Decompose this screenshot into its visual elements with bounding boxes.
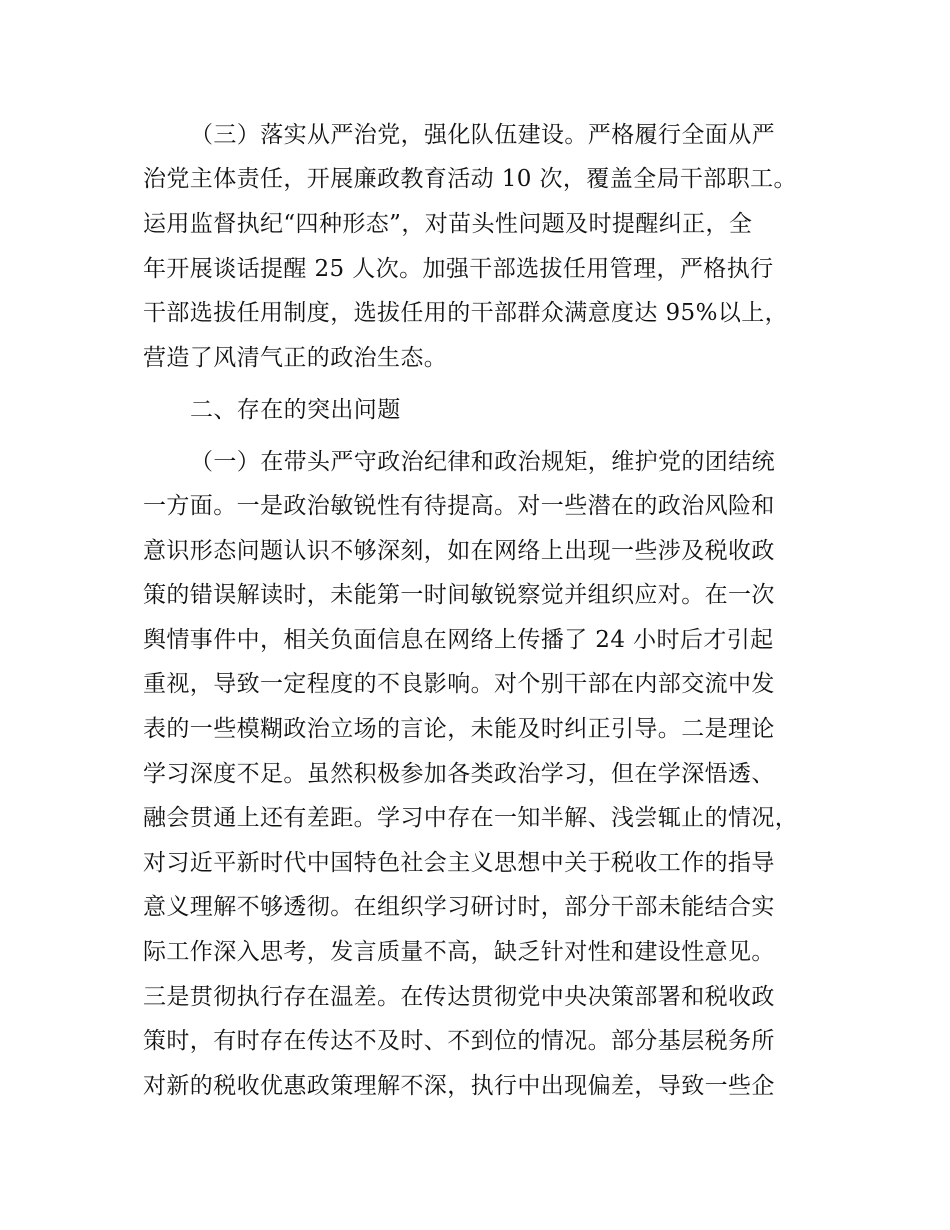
paragraph-line: 策的错误解读时，未能第一时间敏锐察觉并组织应对。在一次 (143, 582, 775, 608)
paragraph-line: 策时，有时存在传达不及时、不到位的情况。部分基层税务所 (143, 1028, 775, 1054)
paragraph-line: 对新的税收优惠政策理解不深，执行中出现偏差，导致一些企 (143, 1073, 775, 1099)
paragraph-line: 表的一些模糊政治立场的言论，未能及时纠正引导。二是理论 (143, 716, 775, 742)
paragraph-line: 治党主体责任，开展廉政教育活动 10 次，覆盖全局干部职工。 (143, 166, 797, 192)
paragraph-line: 一方面。一是政治敏锐性有待提高。对一些潜在的政治风险和 (143, 493, 775, 519)
paragraph-line: 重视，导致一定程度的不良影响。对个别干部在内部交流中发 (143, 671, 775, 697)
paragraph-line: 意识形态问题认识不够深刻，如在网络上出现一些涉及税收政 (143, 538, 775, 564)
paragraph-line: 干部选拔任用制度，选拔任用的干部群众满意度达 95%以上， (143, 300, 789, 326)
paragraph-line: 融会贯通上还有差距。学习中存在一知半解、浅尝辄止的情况， (143, 805, 799, 831)
paragraph-line: 学习深度不足。虽然积极参加各类政治学习，但在学深悟透、 (143, 761, 775, 787)
paragraph-line: 际工作深入思考，发言质量不高，缺乏针对性和建设性意见。 (143, 939, 775, 965)
paragraph-line: （一）在带头严守政治纪律和政治规矩，维护党的团结统 (190, 449, 775, 475)
section-heading: 二、存在的突出问题 (190, 397, 401, 423)
paragraph-line: （三）落实从严治党，强化队伍建设。严格履行全面从严 (190, 122, 775, 148)
paragraph-line: 运用监督执纪“四种形态”，对苗头性问题及时提醒纠正，全 (143, 211, 753, 237)
paragraph-line: 三是贯彻执行存在温差。在传达贯彻党中央决策部署和税收政 (143, 984, 775, 1010)
paragraph-line: 营造了风清气正的政治生态。 (143, 345, 448, 371)
paragraph-line: 舆情事件中，相关负面信息在网络上传播了 24 小时后才引起 (143, 627, 774, 653)
paragraph-line: 意义理解不够透彻。在组织学习研讨时，部分干部未能结合实 (143, 894, 775, 920)
paragraph-line: 对习近平新时代中国特色社会主义思想中关于税收工作的指导 (143, 850, 775, 876)
paragraph-line: 年开展谈话提醒 25 人次。加强干部选拔任用管理，严格执行 (143, 256, 774, 282)
